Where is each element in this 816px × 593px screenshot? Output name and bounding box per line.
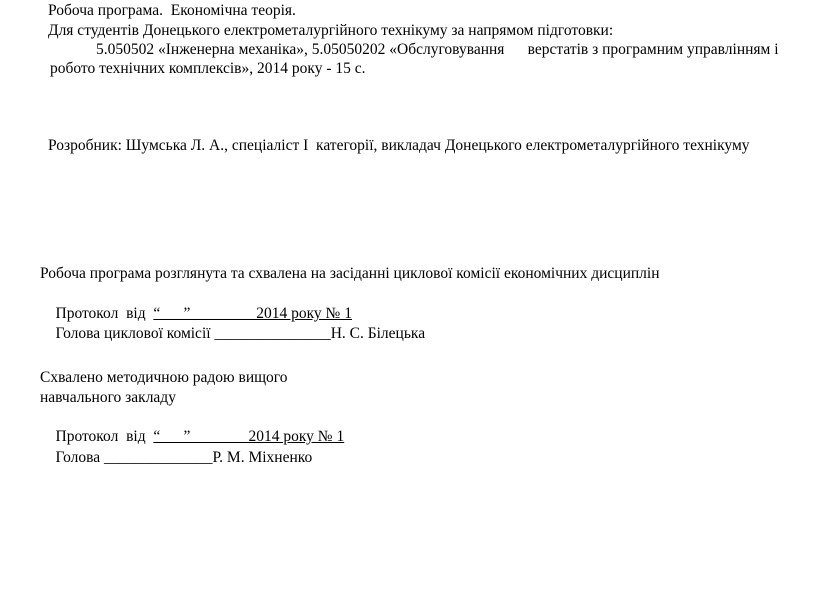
council-protocol-date: “ ” 2014 року № 1 — [153, 428, 345, 445]
commission-head-name: Н. С. Білецька — [330, 325, 426, 342]
commission-protocol-label: Протокол від — [55, 305, 154, 322]
specialties-line-2: робото технічних комплексів», 2014 року - 15 с. — [50, 60, 366, 77]
council-head-signature-blank: ______________ — [104, 449, 213, 466]
council-head-name: Р. М. Міхненко — [212, 449, 313, 466]
council-approval-line-2: навчального закладу — [40, 389, 176, 406]
specialties-line-1: 5.050502 «Інженерна механіка», 5.05050202 «Обслуговування верстатів з програмним управлінням і — [96, 41, 779, 58]
council-protocol-label: Протокол від — [55, 428, 154, 445]
developer-line: Розробник: Шумська Л. А., спеціаліст I категорії, викладач Донецького електрометалургійного технікуму — [48, 137, 750, 154]
council-head — [40, 429, 312, 486]
council-head-label: Голова — [55, 449, 104, 466]
council-approval-line-1: Схвалено методичною радою вищого — [40, 369, 288, 386]
commission-head — [40, 305, 425, 362]
commission-protocol-date: “ ” 2014 року № 1 — [153, 305, 352, 322]
doc-title: Робоча програма. Економічна теорія. — [48, 2, 296, 19]
commission-head-label: Голова циклової комісії — [55, 325, 215, 342]
commission-head-signature-blank: _______________ — [214, 325, 331, 342]
audience-line: Для студентів Донецького електрометалургійного технікуму за напрямом підготовки: — [48, 22, 614, 39]
commission-approval: Робоча програма розглянута та схвалена на засіданні циклової комісії економічних дисциплін — [40, 265, 660, 282]
